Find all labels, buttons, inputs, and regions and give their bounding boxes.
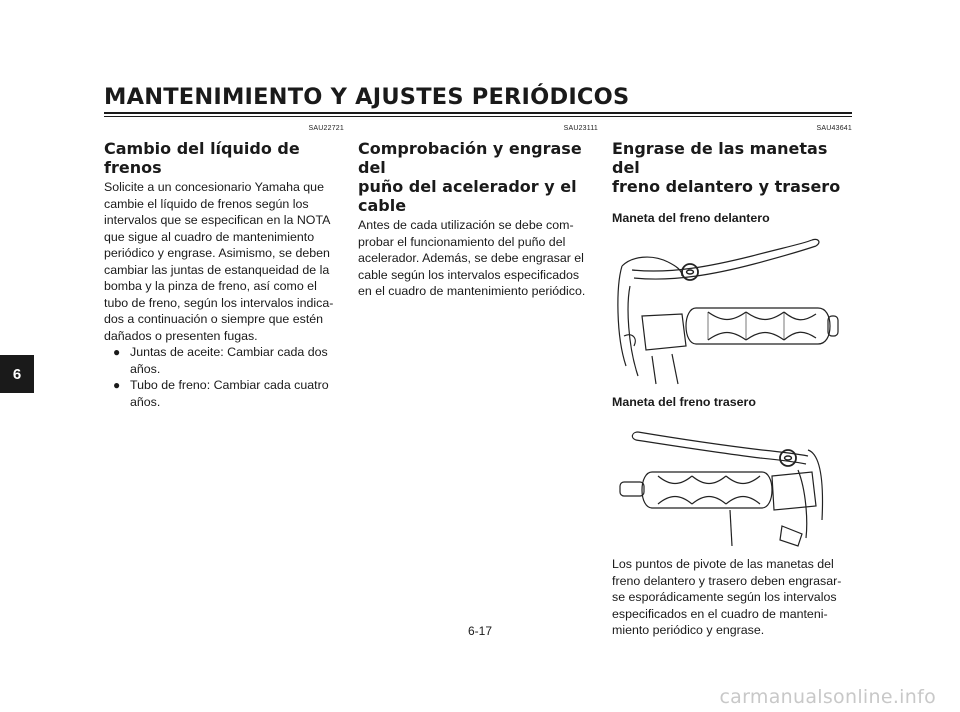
- text-line: freno delantero y trasero deben engrasar-: [612, 573, 842, 588]
- list-item: [104, 344, 344, 377]
- text-line: años.: [130, 361, 161, 376]
- section-title-brake-fluid: Cambio del líquido de frenos: [104, 139, 300, 177]
- text-line: Los puntos de pivote de las manetas del: [612, 557, 834, 571]
- text-line: dos a continuación o siempre que estén: [104, 312, 324, 326]
- section-code: SAU23111: [563, 125, 598, 132]
- bullet-icon: ●: [113, 378, 121, 392]
- text-line: cable según los intervalos especificados: [358, 267, 580, 282]
- text-line: periódico y engrase. Asimismo, se deben: [104, 246, 330, 260]
- title-line: freno delantero y trasero: [612, 177, 841, 196]
- title-rule: [104, 112, 852, 117]
- front-lever-label: Maneta del freno delantero: [612, 211, 770, 225]
- section-code: SAU22721: [308, 125, 344, 132]
- column-brake-levers: [612, 125, 852, 639]
- section-code: SAU43641: [816, 125, 852, 132]
- chapter-tab: 6: [0, 355, 34, 393]
- page-number: 6-17: [467, 624, 493, 638]
- title-line: puño del acelerador y el cable: [358, 177, 577, 215]
- rear-lever-label: Maneta del freno trasero: [612, 395, 756, 409]
- section-body-brake-fluid: [104, 179, 344, 344]
- text-line: tubo de freno, según los intervalos indica-: [104, 295, 334, 310]
- bullet-list: [104, 344, 344, 410]
- text-line: que sigue al cuadro de mantenimiento: [104, 229, 315, 244]
- text-line: intervalos que se especifican en la NOTA: [104, 213, 331, 227]
- section-body-throttle: [358, 217, 598, 300]
- page-title: MANTENIMIENTO Y AJUSTES PERIÓDICOS: [104, 84, 630, 110]
- text-line: cambiar las juntas de estanqueidad de la: [104, 262, 330, 277]
- text-line: años.: [130, 394, 161, 409]
- text-line: cambie el líquido de frenos según los: [104, 196, 309, 211]
- bullet-icon: ●: [113, 345, 121, 359]
- text-line: miento periódico y engrase.: [612, 623, 765, 637]
- text-line: dañados o presenten fugas.: [104, 328, 258, 343]
- rear-brake-lever-illustration: [612, 410, 852, 550]
- title-line: Comprobación y engrase del: [358, 139, 582, 177]
- column-throttle: [358, 125, 598, 300]
- front-brake-lever-illustration: [612, 226, 852, 386]
- text-line: Juntas de aceite: Cambiar cada dos: [130, 345, 328, 359]
- text-line: en el cuadro de mantenimiento periódico.: [358, 284, 586, 298]
- text-line: bomba y la pinza de freno, así como el: [104, 279, 317, 293]
- watermark: carmanualsonline.info: [719, 686, 936, 708]
- list-item: [104, 377, 344, 410]
- section-title-brake-levers: [612, 139, 852, 196]
- text-line: se esporádicamente según los intervalos: [612, 590, 837, 604]
- text-line: especificados en el cuadro de manteni-: [612, 606, 828, 621]
- section-title-throttle: [358, 139, 598, 215]
- text-line: probar el funcionamiento del puño del: [358, 234, 566, 249]
- text-line: acelerador. Además, se debe engrasar el: [358, 251, 584, 265]
- column-brake-fluid: [104, 125, 344, 410]
- text-line: Solicite a un concesionario Yamaha que: [104, 180, 324, 194]
- text-line: Antes de cada utilización se debe com-: [358, 218, 574, 232]
- title-line: Engrase de las manetas del: [612, 139, 828, 177]
- text-line: Tubo de freno: Cambiar cada cuatro: [130, 378, 329, 392]
